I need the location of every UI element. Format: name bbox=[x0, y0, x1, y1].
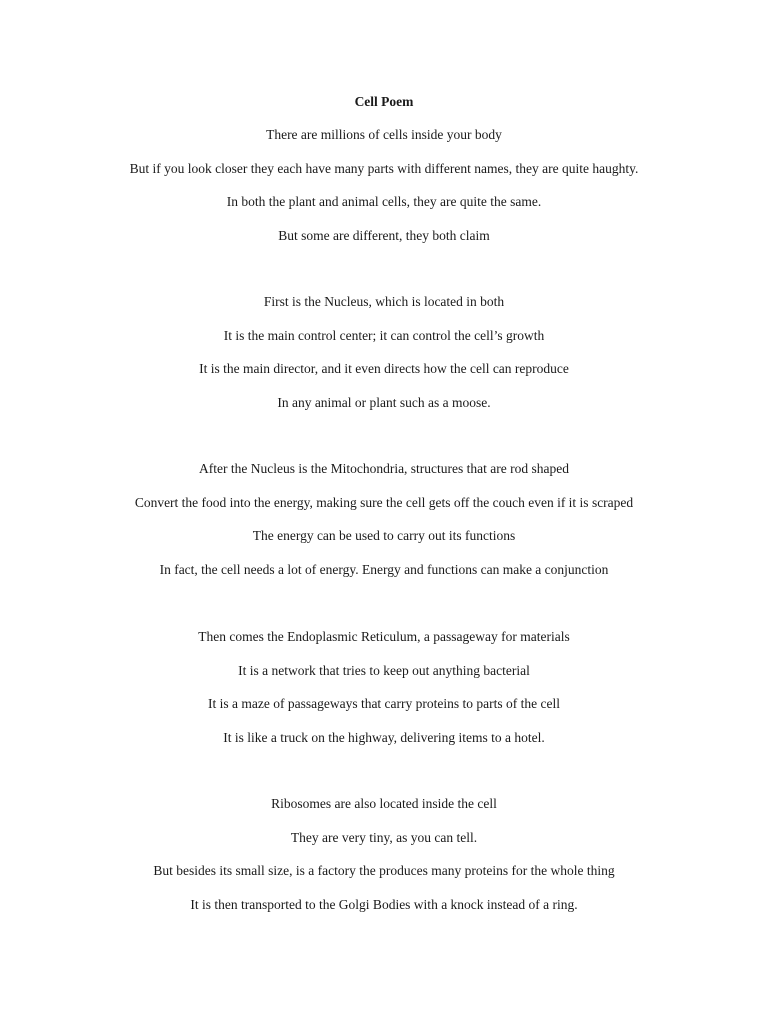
poem-line: Convert the food into the energy, making sure the cell gets off the couch even if it is scraped bbox=[134, 494, 634, 510]
poem-line: It is the main control center; it can control the cell’s growth bbox=[223, 327, 545, 343]
poem-line: They are very tiny, as you can tell. bbox=[290, 829, 478, 845]
poem-line: It is a network that tries to keep out anything bacterial bbox=[238, 662, 530, 678]
stanza-4 bbox=[0, 628, 768, 762]
poem-line: After the Nucleus is the Mitochondria, structures that are rod shaped bbox=[198, 461, 569, 476]
poem-line: In fact, the cell needs a lot of energy. Energy and functions can make a conjunction bbox=[159, 561, 609, 577]
stanza-1 bbox=[0, 126, 768, 260]
poem-line: There are millions of cells inside your body bbox=[266, 127, 502, 142]
stanza-3 bbox=[0, 460, 768, 594]
poem-title: Cell Poem bbox=[354, 94, 414, 109]
poem-line: It is a maze of passageways that carry proteins to parts of the cell bbox=[208, 696, 560, 711]
poem-line: But besides its small size, is a factory the produces many proteins for the whole thing bbox=[153, 863, 615, 878]
poem-line: The energy can be used to carry out its functions bbox=[252, 528, 516, 543]
poem-line: In any animal or plant such as a moose. bbox=[277, 394, 491, 410]
poem-line: Then comes the Endoplasmic Reticulum, a passageway for materials bbox=[198, 629, 570, 644]
poem-line: But if you look closer they each have many parts with different names, they are quite haughty. bbox=[129, 160, 639, 176]
poem-line: In both the plant and animal cells, they are quite the same. bbox=[226, 194, 542, 209]
poem-line: Ribosomes are also located inside the cell bbox=[271, 796, 497, 811]
poem-line: First is the Nucleus, which is located in both bbox=[263, 294, 505, 309]
poem-line: It is like a truck on the highway, delivering items to a hotel. bbox=[223, 729, 545, 745]
poem-line: It is then transported to the Golgi Bodies with a knock instead of a ring. bbox=[190, 896, 578, 912]
stanza-2 bbox=[0, 293, 768, 427]
poem-line: It is the main director, and it even directs how the cell can reproduce bbox=[199, 361, 569, 376]
poem-line: But some are different, they both claim bbox=[278, 227, 490, 243]
stanza-5 bbox=[0, 795, 768, 929]
